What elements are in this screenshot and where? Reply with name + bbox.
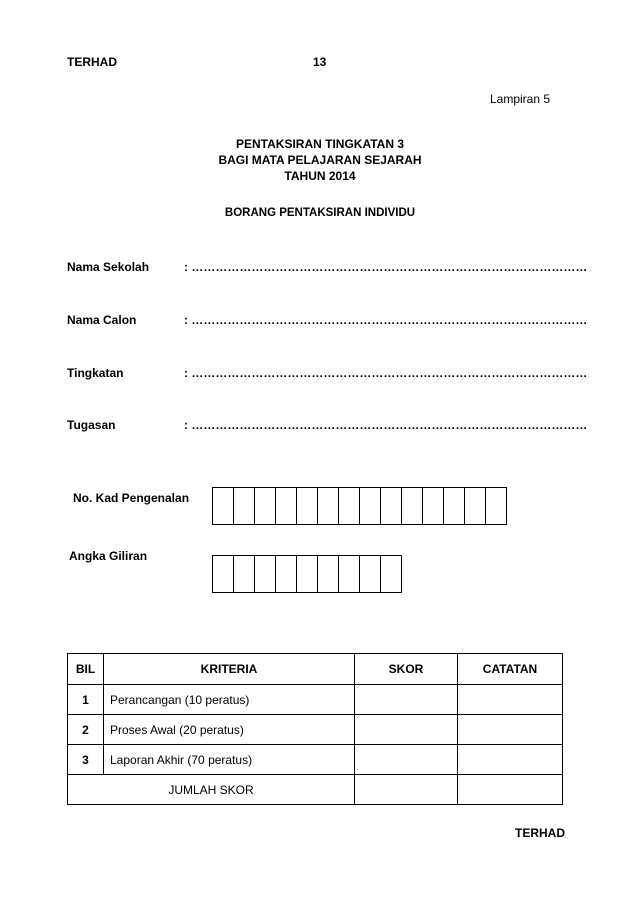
digit-box[interactable] (275, 487, 297, 525)
row-kriteria: Perancangan (10 peratus) (104, 685, 355, 715)
digit-box[interactable] (359, 555, 381, 593)
field-form-input[interactable]: : ……………………………………………………………………………………… (184, 366, 588, 380)
digit-box[interactable] (233, 487, 255, 525)
field-label-form: Tingkatan (67, 366, 124, 380)
row-bil: 1 (68, 685, 104, 715)
field-school-input[interactable]: : ……………………………………………………………………………………… (184, 260, 588, 274)
classification-header: TERHAD (67, 55, 117, 69)
digit-box[interactable] (317, 555, 339, 593)
col-header-skor: SKOR (355, 654, 458, 685)
col-header-bil: BIL (68, 654, 104, 685)
score-cell[interactable] (355, 685, 458, 715)
table-row (68, 715, 563, 745)
field-label-candidate: Nama Calon (67, 313, 137, 327)
score-cell[interactable] (355, 715, 458, 745)
table-row (68, 685, 563, 715)
index-number-boxes[interactable] (212, 555, 402, 593)
form-subtitle: BORANG PENTAKSIRAN INDIVIDU (224, 207, 416, 219)
row-bil: 2 (68, 715, 104, 745)
digit-box[interactable] (380, 555, 402, 593)
index-number-label: Angka Giliran (69, 549, 148, 563)
title-line-1: PENTAKSIRAN TINGKATAN 3 (236, 137, 404, 151)
field-task-input[interactable]: : ……………………………………………………………………………………… (184, 418, 588, 432)
table-header-row (68, 654, 563, 685)
total-row (68, 775, 563, 805)
digit-box[interactable] (212, 555, 234, 593)
assessment-table (67, 653, 563, 805)
ic-number-label: No. Kad Pengenalan (73, 491, 190, 505)
row-kriteria: Proses Awal (20 peratus) (104, 715, 355, 745)
digit-box[interactable] (422, 487, 444, 525)
ic-number-boxes[interactable] (212, 487, 507, 525)
field-label-task: Tugasan (67, 418, 116, 432)
score-cell[interactable] (355, 745, 458, 775)
digit-box[interactable] (464, 487, 486, 525)
row-kriteria: Laporan Akhir (70 peratus) (104, 745, 355, 775)
digit-box[interactable] (485, 487, 507, 525)
col-header-catatan: CATATAN (458, 654, 563, 685)
digit-box[interactable] (296, 555, 318, 593)
table-row (68, 745, 563, 775)
digit-box[interactable] (338, 487, 360, 525)
digit-box[interactable] (317, 487, 339, 525)
col-header-kriteria: KRITERIA (104, 654, 355, 685)
total-score-cell[interactable] (355, 775, 458, 805)
notes-cell[interactable] (458, 685, 563, 715)
appendix-label: Lampiran 5 (490, 92, 551, 106)
digit-box[interactable] (380, 487, 402, 525)
digit-box[interactable] (254, 555, 276, 593)
field-label-school: Nama Sekolah (67, 260, 150, 274)
digit-box[interactable] (296, 487, 318, 525)
title-line-2: BAGI MATA PELAJARAN SEJARAH (218, 153, 422, 167)
row-bil: 3 (68, 745, 104, 775)
page-number: 13 (313, 55, 327, 69)
total-notes-cell[interactable] (458, 775, 563, 805)
digit-box[interactable] (443, 487, 465, 525)
digit-box[interactable] (233, 555, 255, 593)
classification-footer: TERHAD (515, 826, 565, 840)
digit-box[interactable] (275, 555, 297, 593)
document-title (150, 136, 490, 184)
digit-box[interactable] (212, 487, 234, 525)
title-line-3: TAHUN 2014 (284, 169, 356, 183)
digit-box[interactable] (401, 487, 423, 525)
digit-box[interactable] (338, 555, 360, 593)
notes-cell[interactable] (458, 745, 563, 775)
digit-box[interactable] (254, 487, 276, 525)
field-candidate-input[interactable]: : ……………………………………………………………………………………… (184, 313, 588, 327)
notes-cell[interactable] (458, 715, 563, 745)
digit-box[interactable] (359, 487, 381, 525)
total-label: JUMLAH SKOR (68, 775, 355, 805)
